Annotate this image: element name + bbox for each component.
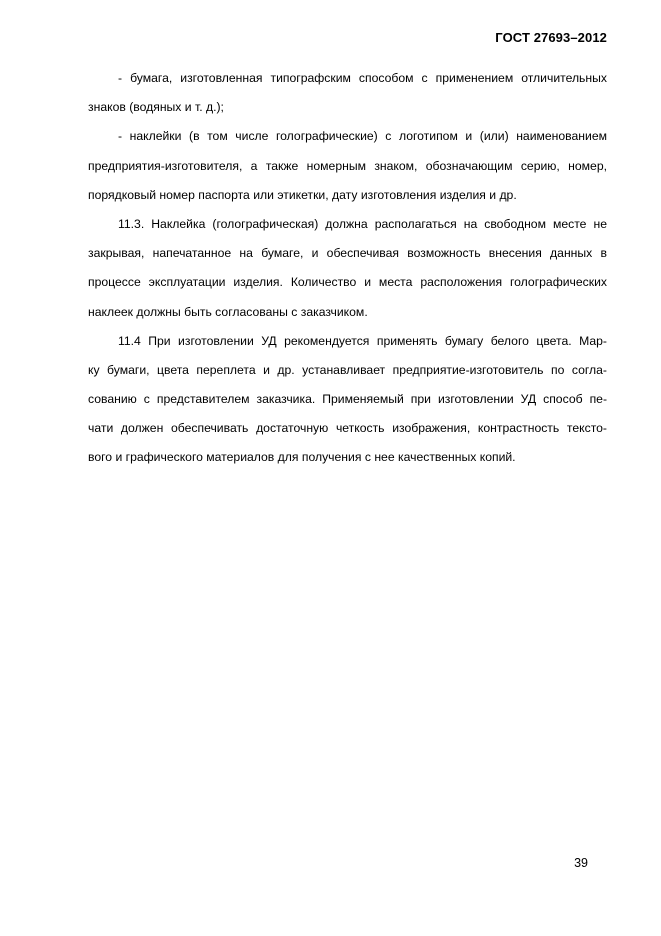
text-line: вого и графического материалов для получения с нее качественных копий. [88, 450, 516, 465]
text-line: 11.3. Наклейка (голографическая) должна располагаться на свободном месте не [118, 216, 607, 231]
document-header-standard-id: ГОСТ 27693–2012 [495, 30, 607, 45]
text-line: знаков (водяных и т. д.); [88, 100, 224, 115]
document-body [88, 64, 607, 473]
text-line: сованию с представителем заказчика. Применяемый при изготовлении УД способ пе- [88, 392, 607, 407]
text-line: предприятия-изготовителя, а также номерным знаком, обозначающим серию, номер, [88, 158, 607, 173]
text-line: ку бумаги, цвета переплета и др. устанавливает предприятие-изготовитель по согла- [88, 362, 607, 377]
text-line: закрывая, напечатанное на бумаге, и обеспечивая возможность внесения данных в [88, 246, 607, 261]
text-line: процессе эксплуатации изделия. Количество и места расположения голографических [88, 275, 607, 290]
text-line: - наклейки (в том числе голографические) с логотипом и (или) наименованием [118, 129, 607, 144]
text-line: наклеек должны быть согласованы с заказчиком. [88, 304, 368, 319]
text-line: порядковый номер паспорта или этикетки, дату изготовления изделия и др. [88, 187, 517, 202]
text-line: чати должен обеспечивать достаточную четкость изображения, контрастность тексто- [88, 421, 607, 436]
page-number: 39 [574, 856, 588, 870]
text-line: 11.4 При изготовлении УД рекомендуется применять бумагу белого цвета. Мар- [118, 333, 607, 348]
text-line: - бумага, изготовленная типографским способом с применением отличительных [118, 71, 607, 85]
